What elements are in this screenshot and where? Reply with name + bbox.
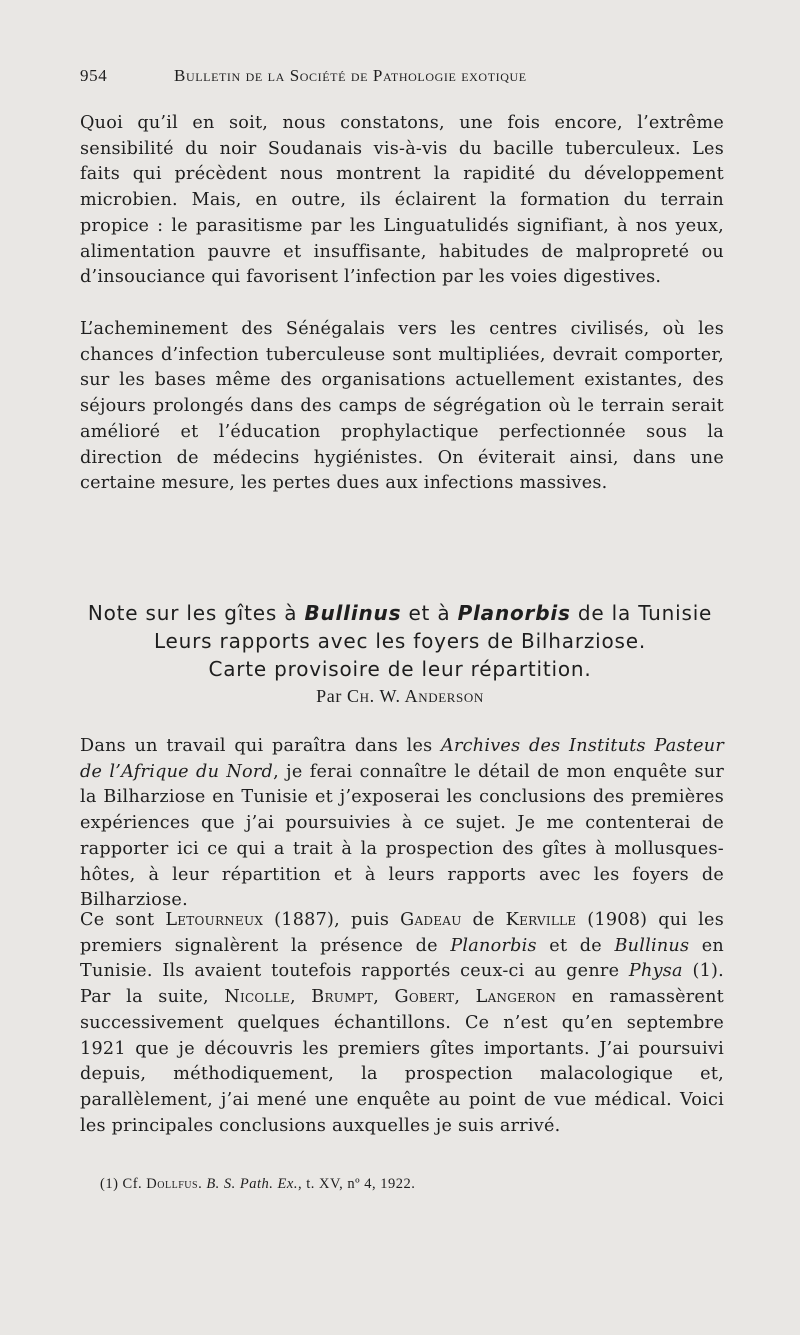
note-title-line-3: Carte provisoire de leur répartition. <box>208 656 592 681</box>
paragraph-tuberculosis-2: L’acheminement des Sénégalais vers les centres civilisés, où les chances d’infection tuberculeuse sont multipliées, devrait comporter, sur les bases même des organisations actuellement existantes, des séjours prolongés dans des camps de ségrégation où le terrain serait amélioré et l’éducation prophylactique perfectionnée sous la direction de médecins hygiénistes. On éviterait ainsi, dans une certaine mesure, les pertes dues aux infections massives. <box>80 319 724 494</box>
note-title-line-2: Leurs rapports avec les foyers de Bilharziose. <box>153 628 647 653</box>
note-title <box>40 599 760 683</box>
running-header <box>80 66 720 92</box>
author-byline <box>0 686 800 707</box>
paragraph-bilharziose-intro: Dans un travail qui paraîtra dans les Archives des Instituts Pasteur de l’Afrique du Nord, je ferai connaître le détail de mon enquête sur la Bilharziose en Tunisie et j’exposerai les conclusions des premières expériences que j’ai poursuivies à ce sujet. Je me contenterai de rapporter ici ce qui a trait à la prospection des gîtes à mollusques-hôtes, à leur répartition et à leurs rapports avec les foyers de Bilharziose. <box>80 736 724 911</box>
page-number: 954 <box>80 66 108 85</box>
author-prefix: Par <box>316 686 342 706</box>
journal-title: Bulletin de la Société de Pathologie exotique <box>174 66 527 85</box>
note-title-line-1: Note sur les gîtes à Bullinus et à Planorbis de la Tunisie <box>87 600 713 625</box>
footnote: (1) Cf. Dollfus. B. S. Path. Ex., t. XV, nº 4, 1922. <box>100 1176 416 1192</box>
author-name: Ch. W. Anderson <box>347 686 484 706</box>
paragraph-bilharziose-history: Ce sont Letourneux (1887), puis Gadeau de Kerville (1908) qui les premiers signalèrent la présence de Planorbis et de Bullinus en Tunisie. Ils avaient toutefois rapportés ceux-ci au genre Physa (1). Par la suite, Nicolle, Brumpt, Gobert, Langeron en ramassèrent successivement quelques échantillons. Ce n’est qu’en septembre 1921 que je découvris les premiers gîtes importants. J’ai poursuivi depuis, méthodiquement, la prospection malacologique et, parallèlement, j’ai mené une enquête au point de vue médical. Voici les principales conclusions auxquelles je suis arrivé. <box>80 910 725 1136</box>
paragraph-tuberculosis-1: Quoi qu’il en soit, nous constatons, une fois encore, l’extrême sensibilité du noir Soudanais vis-à-vis du bacille tuberculeux. Les faits qui précèdent nous montrent la rapidité du développement microbien. Mais, en outre, ils éclairent la formation du terrain propice : le parasitisme par les Linguatulidés signifiant, à nos yeux, alimentation pauvre et insuffisante, habitudes de malpropreté ou d’insouciance qui favorisent l’infection par les voies digestives. <box>80 113 724 288</box>
